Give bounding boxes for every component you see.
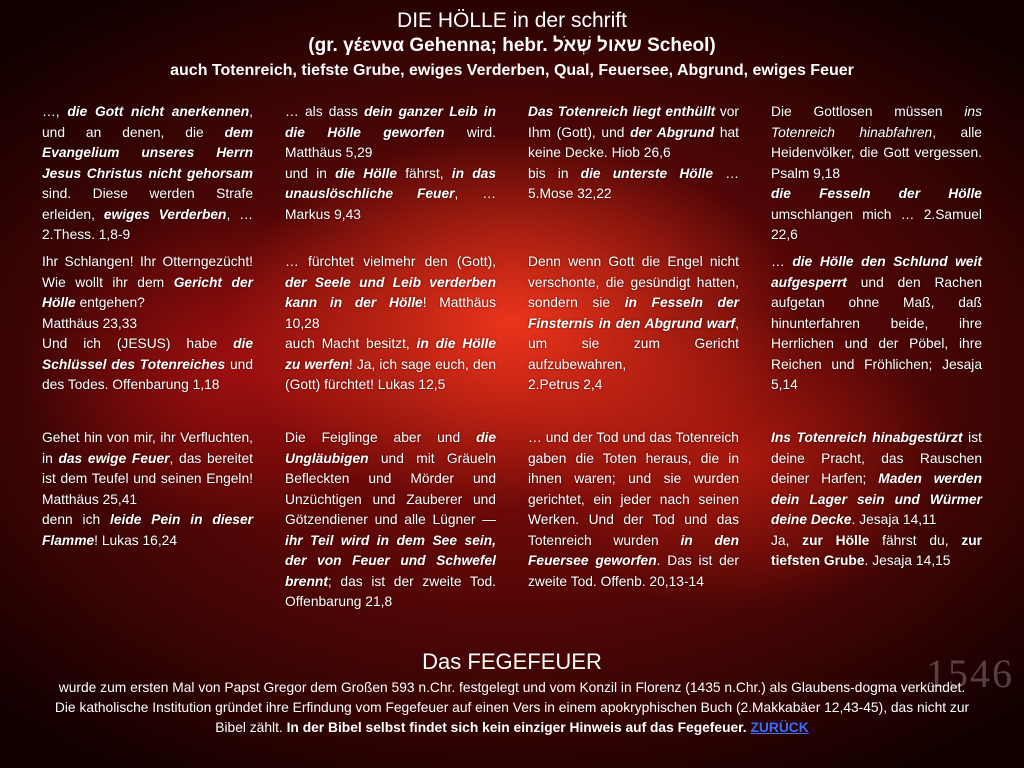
verse-text: entgehen? — [75, 295, 145, 310]
verse-emphasis: ins Totenreich hinabfahren — [771, 104, 982, 140]
verse-emphasis: die Schlüssel des Totenreiches — [42, 336, 253, 372]
verse-emphasis: in die Hölle zu werfen — [285, 336, 497, 372]
verse-text: hat keine Decke. Hiob 26,6 — [528, 124, 740, 160]
verse-emphasis: zur tiefsten Grube — [771, 532, 983, 568]
verse-emphasis: die Fesseln der Hölle — [771, 186, 982, 201]
verse-text: umschlangen mich … 2.Samuel 22,6 — [771, 206, 982, 242]
verse-emphasis: die Gott nicht anerkennen — [67, 104, 250, 119]
verse-emphasis: zur Hölle — [802, 532, 870, 548]
verse-text: Denn wenn Gott die Engel nicht verschonte, die gesündigt hatten, sondern sie — [528, 254, 739, 310]
verse-emphasis: die Hölle — [335, 165, 398, 181]
verse-text: , um sie zum Gericht aufzubewahren, — [528, 315, 739, 372]
verse-text: , alle Heidenvölker, die Gott vergessen. Psalm 9,18 — [771, 124, 982, 181]
verse-emphasis: Ins Totenreich hinabgestürzt — [771, 430, 963, 445]
page-subtitle: (gr. γέεννα Gehenna; hebr. שאול שְׁאֹל Scheol) — [308, 35, 716, 56]
verse-text: … — [771, 254, 793, 269]
verse-text: Und ich (JESUS) habe — [42, 336, 234, 351]
verse-text: vor Ihm (Gott), und — [528, 104, 739, 140]
verse-cell — [522, 252, 745, 428]
verse-text: , … Markus 9,43 — [285, 186, 497, 222]
verse-cell — [765, 252, 988, 428]
fegefeuer-section — [0, 648, 1024, 738]
verse-text: Ja, — [771, 532, 803, 548]
verse-emphasis: in das unauslöschliche Feuer — [285, 165, 496, 201]
verse-emphasis: der Seele und Leib verderben kann in der Hölle — [285, 274, 496, 310]
verse-emphasis: der Abgrund — [630, 124, 715, 140]
verse-text: , … 2.Thess. 1,8-9 — [42, 206, 253, 242]
verse-emphasis: dein ganzer Leib in die Hölle geworfen — [285, 104, 496, 140]
page-title: DIE HÖLLE in der schrift — [397, 9, 627, 32]
verse-text: , das bereitet ist dem Teufel und seinen Engeln! Matthäus 25,41 — [42, 450, 253, 507]
verse-text: … 5.Mose 32,22 — [528, 165, 740, 201]
verse-text: wird. Matthäus 5,29 — [285, 124, 496, 160]
verse-text: ; das ist der zweite Tod. Offenbarung 21,8 — [285, 573, 496, 609]
verse-text: 2.Petrus 2,4 — [528, 377, 603, 392]
fegefeuer-paragraph: wurde zum ersten Mal von Papst Gregor dem Großen 593 n.Chr. festgelegt und vom Konzil in Florenz (1435 n.Chr.) als Glaubens-dogma verkündet. Die katholische Institution gründet ihre Erfindung vom Fegefeuer auf einen Vers in einem apokryphischen Buch (2.Makkabäer 12,43-45), das nicht zur Bibel zählt. — [54, 680, 970, 735]
verse-text: ! Ja, ich sage euch, den (Gott) fürchtet! Lukas 12,5 — [285, 356, 496, 392]
verse-cell — [279, 102, 502, 252]
verse-text: Ihr Schlangen! Ihr Otterngezücht! Wie wollt ihr dem — [42, 254, 253, 290]
verse-text: und des Todes. Offenbarung 1,18 — [42, 356, 253, 392]
verse-emphasis: ewiges Verderben — [103, 206, 227, 222]
verse-cell — [36, 428, 259, 638]
verse-emphasis: das ewige Feuer — [58, 450, 170, 466]
verse-emphasis: dem Evangelium unseres Herrn Jesus Christus nicht gehorsam — [42, 124, 253, 181]
verse-cell — [36, 102, 259, 252]
verse-text: . Das ist der zweite Tod. Offenb. 20,13-14 — [528, 553, 740, 589]
verse-text: ist deine Pracht, das Rauschen deiner Harfen; — [771, 430, 982, 486]
verse-grid — [36, 102, 988, 638]
verse-text: Die Feiglinge aber und — [285, 430, 477, 445]
verse-emphasis: Maden werden dein Lager sein und Würmer deine Decke — [771, 471, 982, 527]
verse-text: …, — [42, 104, 68, 119]
back-link[interactable]: ZURÜCK — [750, 720, 809, 735]
verse-emphasis: die Ungläubigen — [285, 430, 496, 466]
verse-text: fährst du, — [869, 532, 962, 548]
verse-text: ! Matthäus 10,28 — [285, 295, 496, 331]
verse-cell — [522, 102, 745, 252]
verse-text: Matthäus 23,33 — [42, 315, 138, 331]
verse-text: … fürchtet vielmehr den (Gott), — [285, 254, 496, 269]
verse-emphasis: leide Pein in dieser Flamme — [42, 512, 253, 548]
verse-emphasis: die unterste Hölle — [580, 165, 714, 181]
verse-cell — [765, 428, 988, 638]
verse-emphasis: Gericht der Hölle — [42, 274, 253, 310]
verse-cell — [36, 252, 259, 428]
verse-text: und mit Gräueln Befleckten und Mörder und Unzüchtigen und Zauberer und Götzendiener und alle Lügner — — [285, 450, 496, 527]
verse-text: . Jesaja 14,11 — [851, 512, 937, 527]
verse-text: ! Lukas 16,24 — [94, 532, 177, 548]
verse-emphasis: die Hölle den Schlund weit aufgesperrt — [771, 254, 983, 290]
verse-cell — [279, 428, 502, 638]
verse-text: . Jesaja 14,15 — [864, 553, 951, 568]
verse-emphasis: in den Feuersee geworfen — [528, 532, 739, 568]
verse-text: und den Rachen aufgetan ohne Maß, daß hinunterfahren beide, ihre Herrlichen und der Pöbel, ihre Reichen und Fröhlichen; Jesaja 5,14 — [771, 274, 982, 392]
verse-text: Die Gottlosen müssen — [771, 104, 965, 119]
verse-text: sind. Diese werden Strafe erleiden, — [42, 186, 253, 222]
verse-text: , und an denen, die — [42, 104, 253, 140]
fegefeuer-text — [52, 678, 972, 738]
fegefeuer-conclusion: In der Bibel selbst findet sich kein einziger Hinweis auf das Fegefeuer. — [286, 720, 747, 735]
verse-text: und in — [285, 165, 336, 181]
verse-text: … und der Tod und das Totenreich gaben die Toten heraus, die in ihnen waren; und sie wurden gerichtet, ein jeder nach seinen Werken. Und der Tod und das Totenreich wurden — [528, 430, 739, 548]
verse-text: Gehet hin von mir, ihr Verfluchten, in — [42, 430, 253, 466]
verse-emphasis: in Fesseln der Finsternis in den Abgrund warf — [528, 295, 739, 331]
verse-text: auch Macht besitzt, — [285, 336, 417, 351]
header — [0, 8, 1024, 81]
verse-cell — [522, 428, 745, 638]
verse-text: fährst, — [397, 165, 452, 181]
verse-cell — [279, 252, 502, 428]
synonyms-line: auch Totenreich, tiefste Grube, ewiges Verderben, Qual, Feuersee, Abgrund, ewiges Feuer — [170, 62, 854, 79]
verse-emphasis: Das Totenreich liegt enthüllt — [528, 104, 716, 119]
watermark-year: 1546 — [926, 651, 1014, 696]
verse-text: … als dass — [285, 104, 365, 119]
fegefeuer-title: Das FEGEFEUER — [422, 649, 602, 674]
verse-cell — [765, 102, 988, 252]
verse-emphasis: ihr Teil wird in dem See sein, der von Feuer und Schwefel brennt — [285, 532, 496, 589]
verse-text: bis in — [528, 165, 581, 181]
verse-text: denn ich — [42, 512, 110, 527]
